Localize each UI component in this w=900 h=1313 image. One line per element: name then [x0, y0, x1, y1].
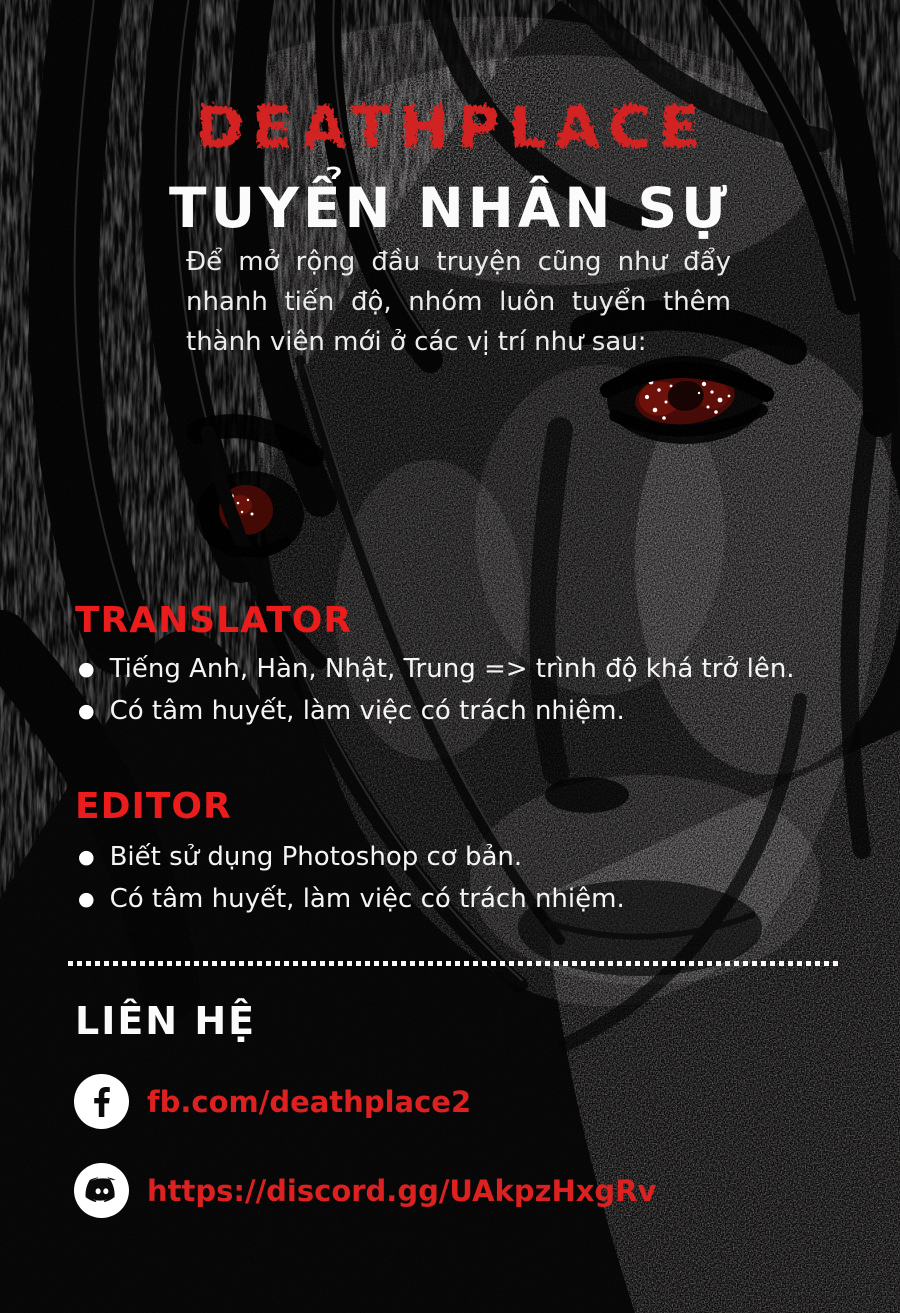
bullet-text: Tiếng Anh, Hàn, Nhật, Trung => trình độ khá trở lên. — [109, 654, 795, 684]
list-item — [78, 648, 795, 690]
bullet-icon: ● — [78, 700, 95, 722]
list-item — [78, 690, 795, 732]
bullet-text: Có tâm huyết, làm việc có trách nhiệm. — [109, 696, 625, 726]
bullet-text: Biết sử dụng Photoshop cơ bản. — [109, 842, 523, 872]
editor-requirements — [78, 836, 625, 920]
page-title: DEATHPLACE — [193, 91, 707, 159]
discord-icon[interactable] — [74, 1163, 129, 1218]
bullet-icon: ● — [78, 888, 95, 910]
contact-heading: LIÊN HỆ — [75, 999, 257, 1043]
intro-paragraph: Để mở rộng đầu truyện cũng như đẩy nhanh tiến độ, nhóm luôn tuyển thêm thành viên mới ở các vị trí như sau: — [186, 247, 731, 357]
discord-link-label[interactable]: https://discord.gg/UAkpzHxgRv — [147, 1173, 657, 1208]
translator-requirements — [78, 648, 795, 732]
translator-heading: TRANSLATOR — [75, 600, 353, 641]
facebook-link-label[interactable]: fb.com/deathplace2 — [147, 1084, 472, 1119]
bullet-icon: ● — [78, 658, 95, 680]
bullet-text: Có tâm huyết, làm việc có trách nhiệm. — [109, 884, 625, 914]
page-subtitle: TUYỂN NHÂN SỰ — [168, 176, 732, 240]
bullet-icon: ● — [78, 846, 95, 868]
list-item — [78, 836, 625, 878]
editor-heading: EDITOR — [75, 786, 232, 827]
facebook-link-row[interactable] — [74, 1074, 471, 1129]
title-banner — [0, 72, 900, 172]
discord-link-row[interactable] — [74, 1163, 656, 1218]
dotted-divider — [68, 961, 840, 966]
facebook-icon[interactable] — [74, 1074, 129, 1129]
list-item — [78, 878, 625, 920]
